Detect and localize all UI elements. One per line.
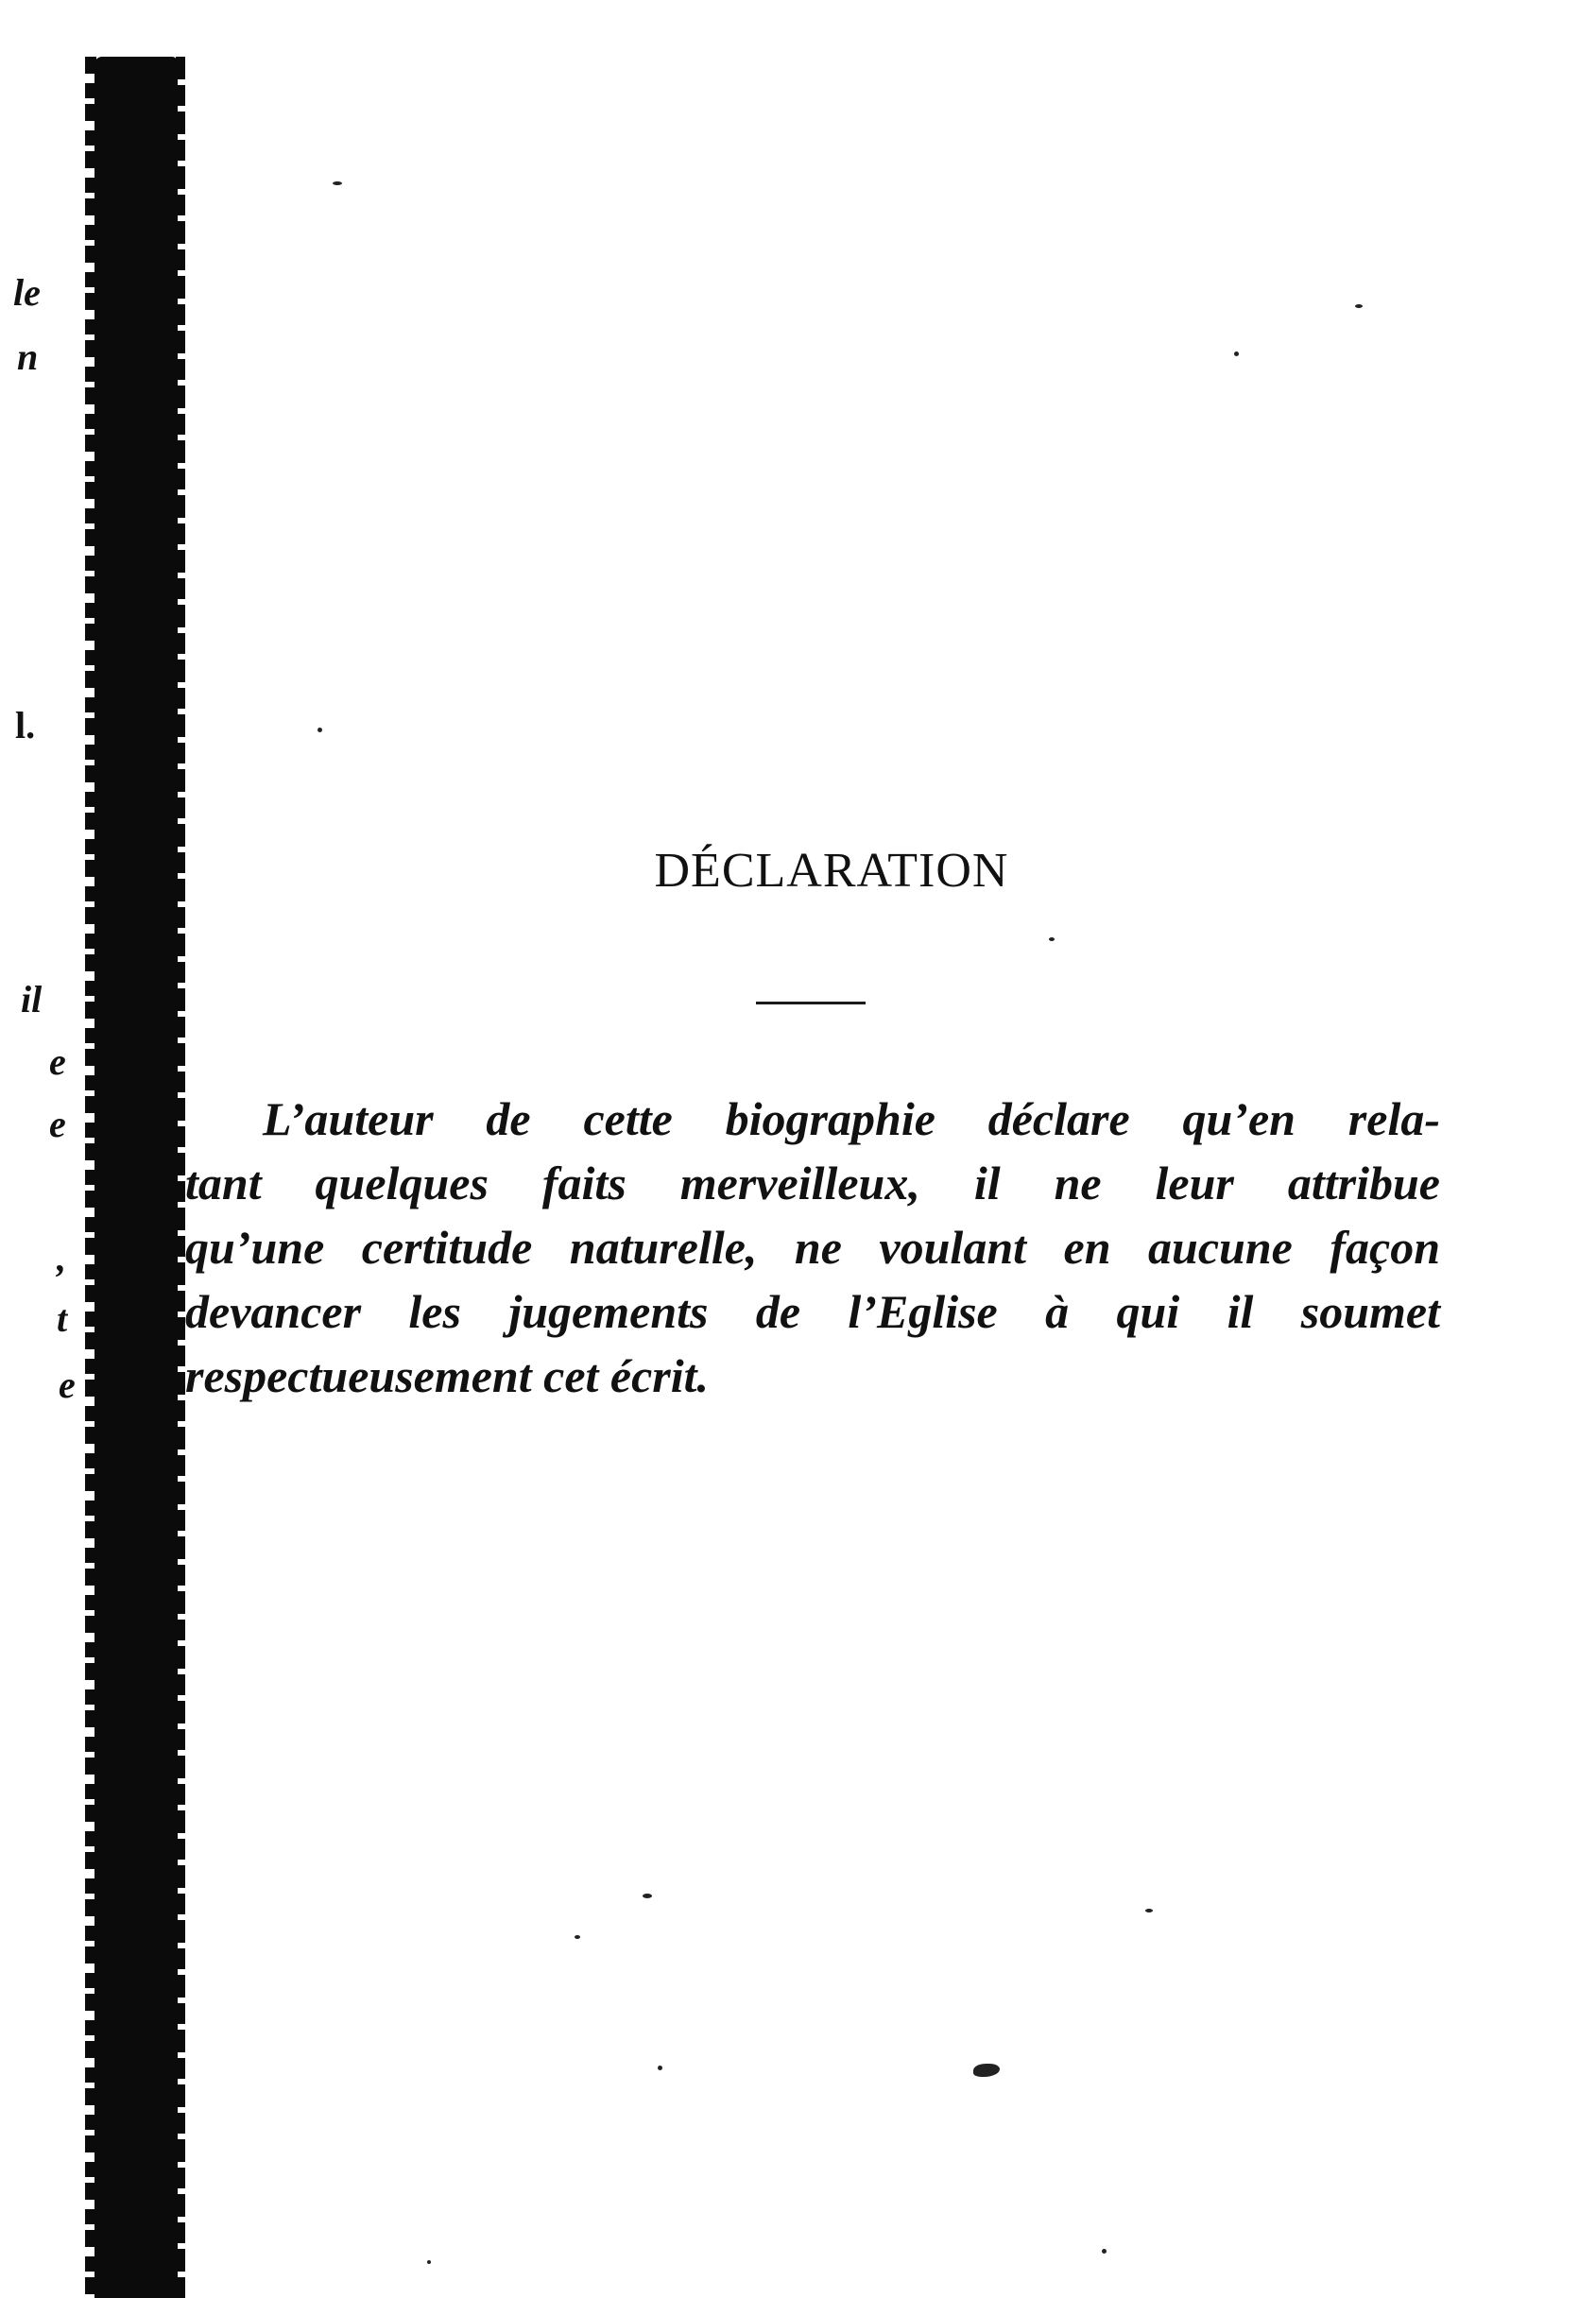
scan-speck bbox=[317, 728, 322, 732]
scan-speck bbox=[1145, 1909, 1153, 1912]
scan-speck bbox=[658, 2066, 662, 2070]
scan-speck bbox=[333, 181, 342, 185]
scan-speck bbox=[1049, 937, 1055, 941]
binding-gutter-shadow bbox=[94, 57, 178, 2298]
paragraph-line: tant quelques faits merveilleux, il ne leur attribue bbox=[185, 1157, 1440, 1209]
adjacent-page-margin bbox=[0, 0, 94, 2298]
margin-fragment: e bbox=[49, 1040, 66, 1083]
margin-fragment: le bbox=[13, 271, 41, 314]
paragraph-line: devancer les jugements de l’Eglise à qui il soumet bbox=[185, 1285, 1440, 1338]
margin-fragment: e bbox=[49, 1103, 66, 1145]
scan-speck bbox=[643, 1894, 652, 1898]
scan-speck bbox=[575, 1935, 580, 1939]
margin-fragment: t bbox=[57, 1297, 68, 1340]
margin-fragment: , bbox=[57, 1237, 66, 1279]
margin-fragment: n bbox=[17, 335, 39, 378]
page-title: DÉCLARATION bbox=[654, 844, 1009, 898]
declaration-paragraph bbox=[185, 1087, 1440, 1408]
scan-speck bbox=[973, 2064, 1000, 2077]
margin-fragment: e bbox=[59, 1363, 76, 1406]
title-rule bbox=[756, 1002, 866, 1004]
scan-speck bbox=[427, 2260, 431, 2264]
paragraph-line: L’auteur de cette biographie déclare qu’en rela- bbox=[263, 1092, 1440, 1145]
scan-speck bbox=[1355, 304, 1363, 308]
scan-speck bbox=[1102, 2249, 1107, 2254]
scan-speck bbox=[1234, 352, 1239, 356]
margin-fragment: l. bbox=[15, 704, 36, 746]
paragraph-line: qu’une certitude naturelle, ne voulant en aucune façon bbox=[185, 1221, 1440, 1274]
paragraph-line: respectueusement cet écrit. bbox=[185, 1349, 710, 1402]
margin-fragment: il bbox=[21, 978, 43, 1020]
